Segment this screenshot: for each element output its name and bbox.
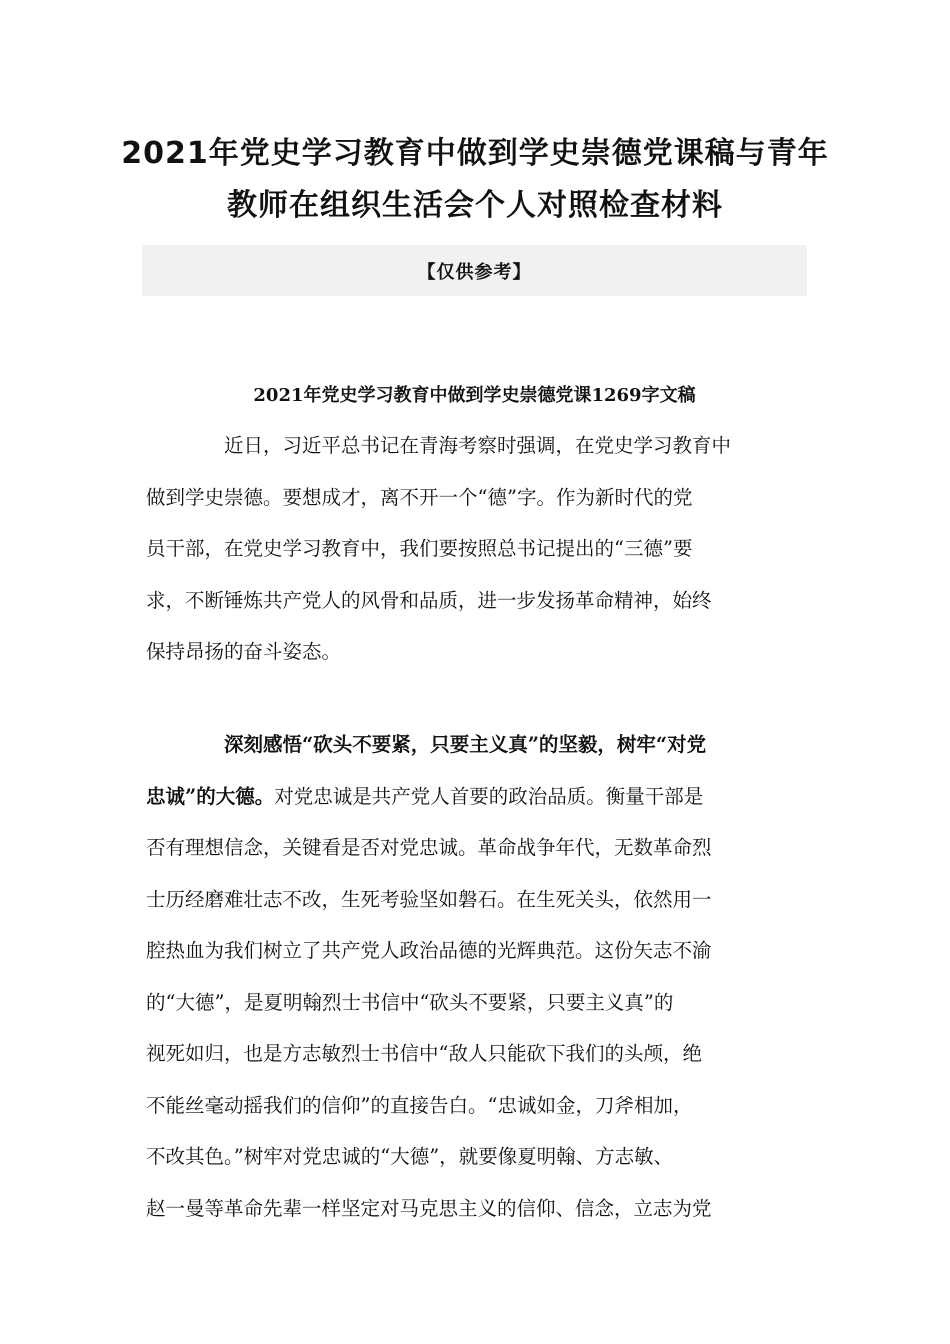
- section-heading: 2021年党史学习教育中做到学史崇德党课1269字文稿: [253, 385, 696, 406]
- paragraph-line: 士历经磨难壮志不改，生死考验坚如磐石。在生死关头，依然用一: [146, 887, 712, 911]
- paragraph-line: 不能丝毫动摇我们的信仰”的直接告白。“忠诚如金，刀斧相加，: [146, 1093, 693, 1117]
- title-line-2: 教师在组织生活会个人对照检查材料: [227, 188, 723, 223]
- bold-lead-text-end: 忠诚”的大德。: [146, 784, 275, 808]
- reference-only-banner: 【仅供参考】: [142, 245, 807, 296]
- paragraph-line: 腔热血为我们树立了共产党人政治品德的光辉典范。这份矢志不渝: [146, 939, 712, 962]
- paragraph-line: 赵一曼等革命先辈一样坚定对马克思主义的信仰、信念，立志为党: [146, 1196, 712, 1220]
- paragraph-line: 保持昂扬的奋斗姿态。: [146, 640, 342, 663]
- paragraph-line: 员干部，在党史学习教育中，我们要按照总书记提出的“三德”要: [146, 537, 693, 560]
- paragraph-line: 不改其色。”树牢对党忠诚的“大德”，就要像夏明翰、方志敏、: [146, 1145, 674, 1168]
- paragraph-line: 求，不断锤炼共产党人的风骨和品质，进一步发扬革命精神，始终: [146, 588, 712, 612]
- paragraph-line: 视死如归，也是方志敏烈士书信中“敌人只能砍下我们的头颅，绝: [146, 1042, 702, 1065]
- paragraph-loyalty: [146, 719, 806, 1234]
- title-line-1: 2021年党史学习教育中做到学史崇德党课稿与青年: [121, 136, 829, 171]
- paragraph-line: 近日，习近平总书记在青海考察时强调，在党史学习教育中: [224, 434, 732, 457]
- paragraph-line: 做到学史崇德。要想成才，离不开一个“德”字。作为新时代的党: [146, 485, 693, 509]
- paragraph-intro: [146, 420, 806, 678]
- paragraph-line: [146, 719, 806, 771]
- paragraph-line: 否有理想信念，关键看是否对党忠诚。革命战争年代，无数革命烈: [146, 836, 712, 859]
- paragraph-text: 对党忠诚是共产党人首要的政治品质。衡量干部是: [274, 784, 704, 808]
- document-title: [120, 128, 830, 232]
- bold-lead-text: 深刻感悟“砍头不要紧，只要主义真”的坚毅，树牢“对党: [224, 733, 707, 756]
- paragraph-line: [146, 771, 806, 823]
- paragraph-line: 的“大德”，是夏明翰烈士书信中“砍头不要紧，只要主义真”的: [146, 990, 674, 1014]
